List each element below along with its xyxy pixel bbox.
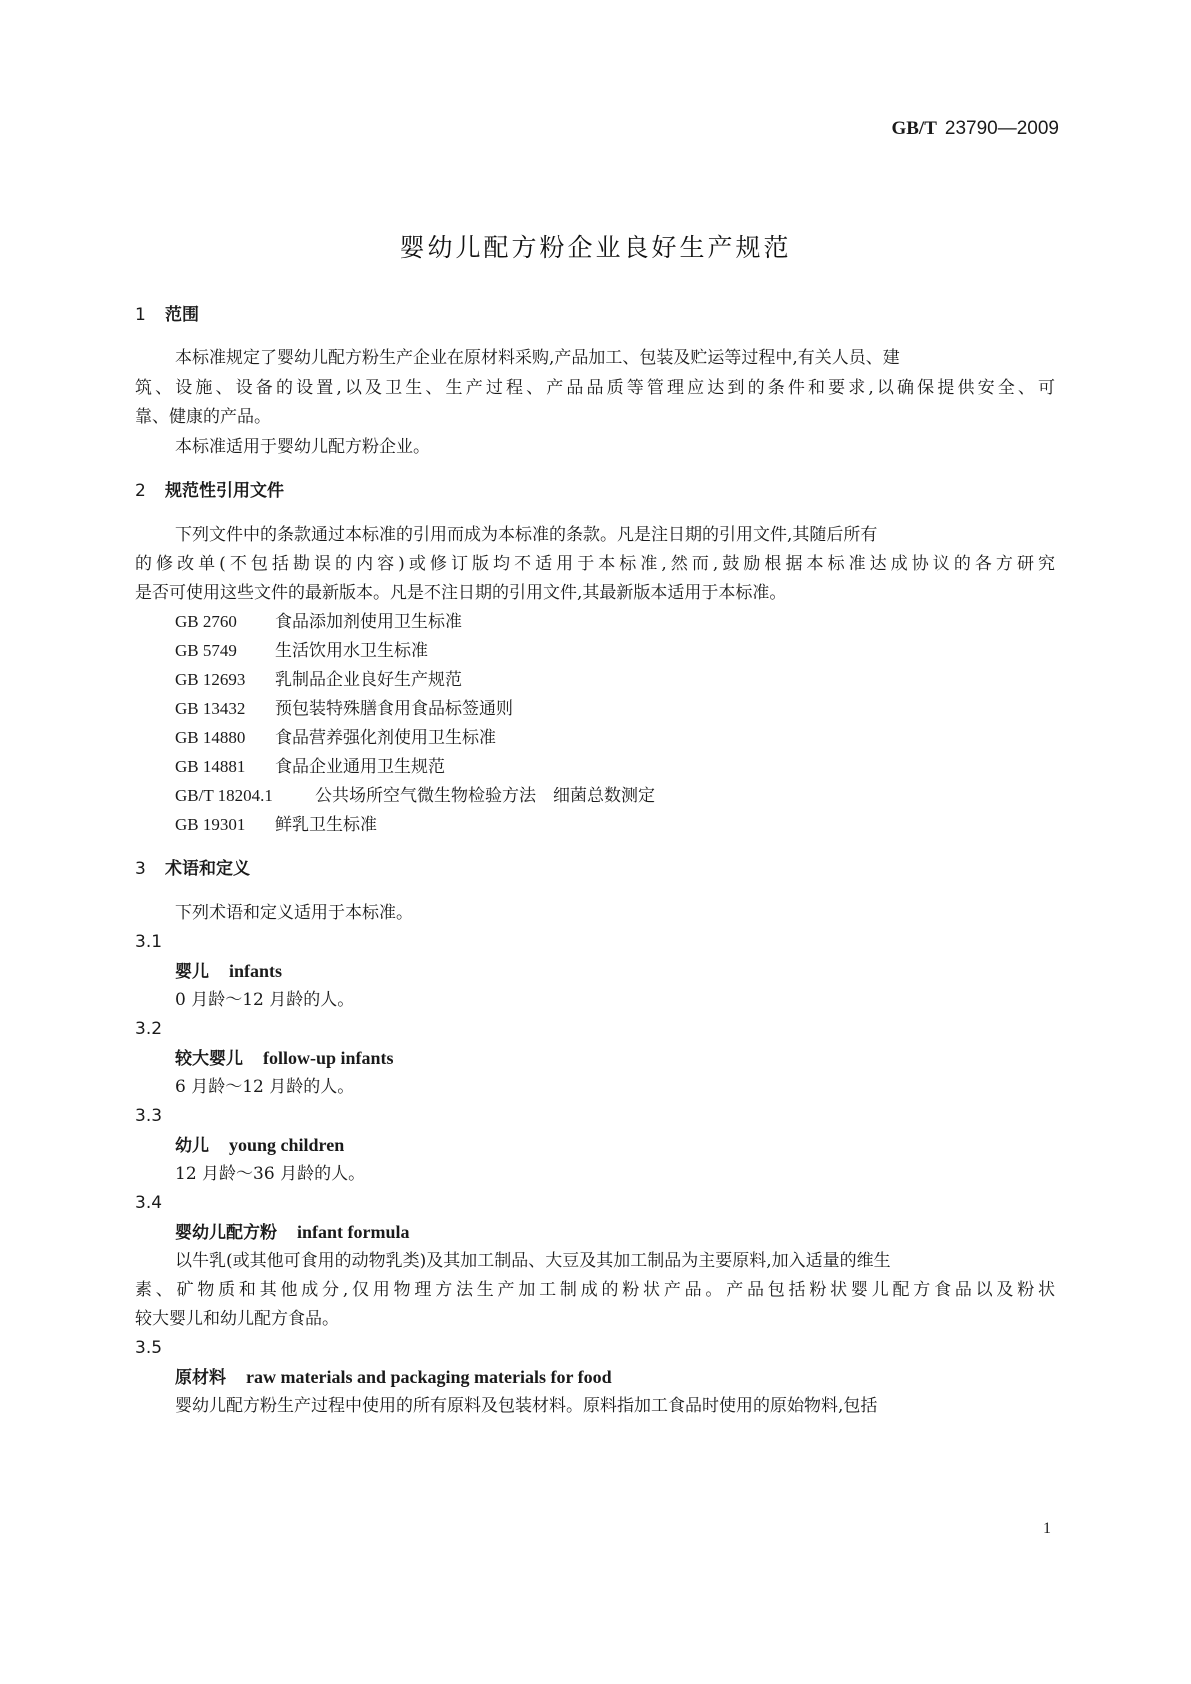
reference-item: GB 14881 食品企业通用卫生规范 (175, 757, 445, 777)
clause-number: 3.3 (135, 1106, 163, 1126)
reference-item: GB 13432 预包装特殊膳食用食品标签通则 (175, 699, 513, 719)
reference-item: GB/T 18204.1 公共场所空气微生物检验方法 细菌总数测定 (175, 786, 655, 806)
paragraph-line: 的修改单(不包括勘误的内容)或修订版均不适用于本标准,然而,鼓励根据本标准达成协议的各方研究 (135, 554, 1055, 574)
paragraph-line: 本标准适用于婴幼儿配方粉企业。 (175, 437, 430, 457)
term-entry: 较大婴儿 follow-up infants (175, 1048, 394, 1069)
clause-number: 3.1 (135, 932, 163, 952)
term-definition: 婴幼儿配方粉生产过程中使用的所有原料及包装材料。原料指加工食品时使用的原始物料,包括 (175, 1396, 878, 1416)
clause-number: 3.4 (135, 1193, 163, 1213)
paragraph-line: 是否可使用这些文件的最新版本。凡是不注日期的引用文件,其最新版本适用于本标准。 (135, 583, 787, 603)
term-definition: 素、矿物质和其他成分,仅用物理方法生产加工制成的粉状产品。产品包括粉状婴儿配方食品以及粉状 (135, 1280, 1055, 1300)
term-definition: 12 月龄～36 月龄的人。 (175, 1164, 366, 1184)
reference-item: GB 2760 食品添加剂使用卫生标准 (175, 612, 462, 632)
paragraph-line: 本标准规定了婴幼儿配方粉生产企业在原材料采购,产品加工、包装及贮运等过程中,有关人员、建 (175, 348, 900, 368)
term-entry: 婴儿 infants (175, 961, 283, 982)
section-heading-2: 2 规范性引用文件 (135, 481, 284, 501)
standard-prefix: GB/T (891, 118, 937, 139)
section-heading-3: 3 术语和定义 (135, 859, 250, 879)
paragraph-line: 下列术语和定义适用于本标准。 (175, 903, 413, 923)
term-entry: 幼儿 young children (175, 1135, 345, 1156)
reference-item: GB 19301 鲜乳卫生标准 (175, 815, 377, 835)
paragraph-line: 下列文件中的条款通过本标准的引用而成为本标准的条款。凡是注日期的引用文件,其随后所有 (175, 525, 878, 545)
reference-item: GB 5749 生活饮用水卫生标准 (175, 641, 428, 661)
term-entry: 婴幼儿配方粉 infant formula (175, 1222, 410, 1243)
clause-number: 3.5 (135, 1338, 163, 1358)
section-heading-1: 1 范围 (135, 305, 199, 325)
document-title: 婴幼儿配方粉企业良好生产规范 (399, 233, 792, 262)
term-definition: 0 月龄～12 月龄的人。 (175, 990, 355, 1010)
paragraph-line: 靠、健康的产品。 (135, 407, 271, 427)
term-entry: 原材料 raw materials and packaging materials for food (175, 1367, 612, 1388)
reference-item: GB 12693 乳制品企业良好生产规范 (175, 670, 462, 690)
term-definition: 较大婴儿和幼儿配方食品。 (135, 1309, 339, 1329)
page-number: 1 (1043, 1520, 1051, 1537)
clause-number: 3.2 (135, 1019, 163, 1039)
standard-code (891, 118, 1059, 140)
paragraph-line: 筑、设施、设备的设置,以及卫生、生产过程、产品品质等管理应达到的条件和要求,以确保提供安全、可 (135, 378, 1055, 398)
term-definition: 以牛乳(或其他可食用的动物乳类)及其加工制品、大豆及其加工制品为主要原料,加入适量的维生 (175, 1251, 891, 1271)
reference-item: GB 14880 食品营养强化剂使用卫生标准 (175, 728, 496, 748)
standard-number: 23790—2009 (944, 118, 1059, 139)
term-definition: 6 月龄～12 月龄的人。 (175, 1077, 355, 1097)
